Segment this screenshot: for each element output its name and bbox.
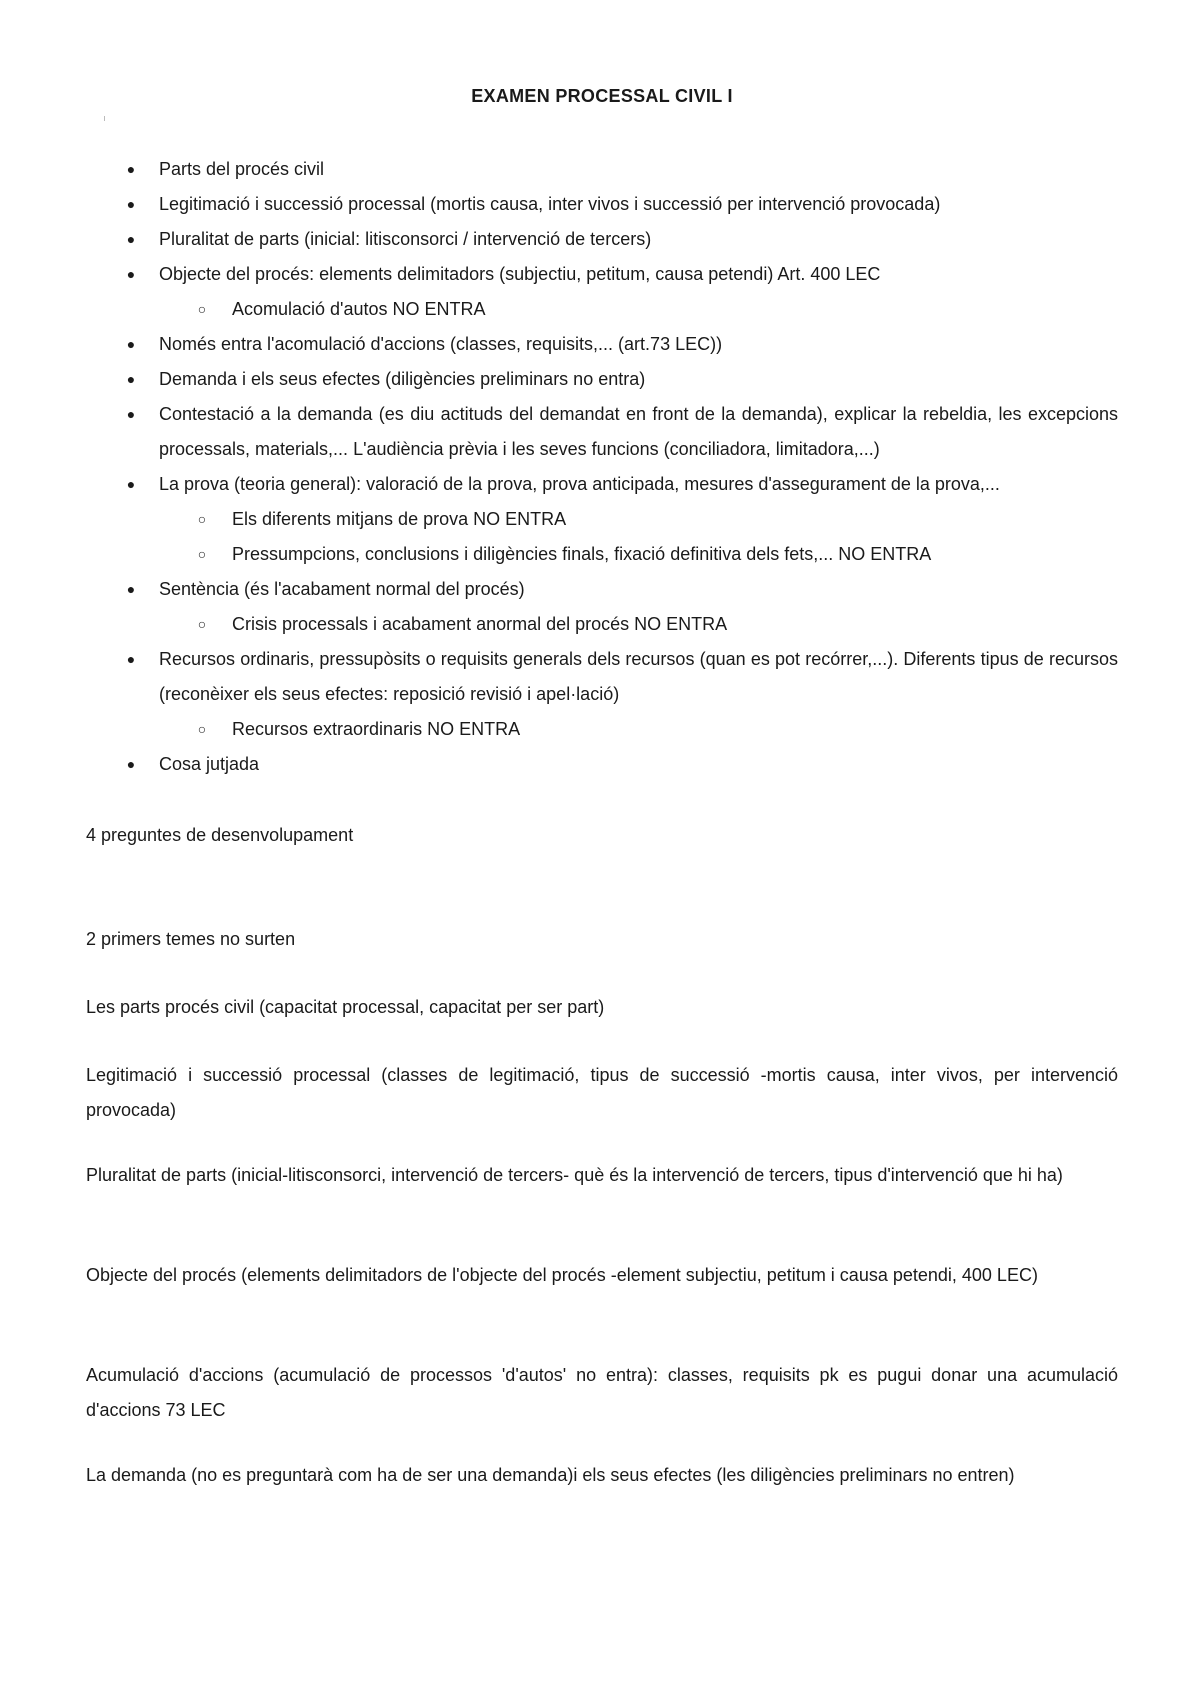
bullet-icon: ● xyxy=(126,336,136,352)
paragraph-object: Objecte del procés (elements delimitadors de l'objecte del procés -element subjectiu, petitum i causa petendi, 400 LEC) xyxy=(86,1265,1038,1285)
topic-item xyxy=(86,222,1118,257)
bullet-icon: ● xyxy=(126,406,136,422)
circle-bullet-icon: ○ xyxy=(197,721,207,737)
subtopic-item xyxy=(159,607,1118,642)
subtopic-list xyxy=(159,712,1118,747)
bullet-icon: ● xyxy=(126,371,136,387)
subtopic-text: Acomulació d'autos NO ENTRA xyxy=(232,299,486,319)
topic-text: La prova (teoria general): valoració de la prova, prova anticipada, mesures d'assegurament de la prova,... xyxy=(159,474,1000,494)
topic-item xyxy=(86,152,1118,187)
topic-item xyxy=(86,467,1118,572)
bullet-icon: ● xyxy=(126,756,136,772)
circle-bullet-icon: ○ xyxy=(197,301,207,317)
bullet-icon: ● xyxy=(126,196,136,212)
topic-text: Contestació a la demanda (es diu actituds del demandat en front de la demanda), explicar la rebeldia, les excepcions processals, materials,... L'audiència prèvia i les seves funcions (conciliadora, limitadora,...) xyxy=(159,404,1118,459)
circle-bullet-icon: ○ xyxy=(197,616,207,632)
topic-text: Parts del procés civil xyxy=(159,159,325,179)
paragraph-first-topics: 2 primers temes no surten xyxy=(86,929,296,949)
topic-text: Objecte del procés: elements delimitadors (subjectiu, petitum, causa petendi) Art. 400 LEC xyxy=(159,264,881,284)
topic-text: Només entra l'acomulació d'accions (classes, requisits,... (art.73 LEC)) xyxy=(159,334,723,354)
subtopic-list xyxy=(159,292,1118,327)
topic-text: Demanda i els seus efectes (diligències preliminars no entra) xyxy=(159,369,646,389)
topic-item xyxy=(86,257,1118,327)
topic-item xyxy=(86,187,1118,222)
topic-item xyxy=(86,362,1118,397)
topic-text: Legitimació i successió processal (mortis causa, inter vivos i successió per intervenció provocada) xyxy=(159,194,941,214)
topic-item xyxy=(86,642,1118,747)
circle-bullet-icon: ○ xyxy=(197,511,207,527)
topic-item xyxy=(86,327,1118,362)
circle-bullet-icon: ○ xyxy=(197,546,207,562)
subtopic-text: Crisis processals i acabament anormal del procés NO ENTRA xyxy=(232,614,728,634)
bullet-icon: ● xyxy=(126,161,136,177)
topic-text: Pluralitat de parts (inicial: litisconsorci / intervenció de tercers) xyxy=(159,229,652,249)
subtopic-text: Pressumpcions, conclusions i diligències finals, fixació definitiva dels fets,... NO ENTRA xyxy=(232,544,932,564)
bullet-icon: ● xyxy=(126,231,136,247)
subtopic-item xyxy=(159,712,1118,747)
subtopic-list xyxy=(159,607,1118,642)
bullet-icon: ● xyxy=(126,581,136,597)
topic-text: Sentència (és l'acabament normal del procés) xyxy=(159,579,525,599)
bullet-icon: ● xyxy=(126,476,136,492)
topic-item xyxy=(86,572,1118,642)
subtopic-text: Recursos extraordinaris NO ENTRA xyxy=(232,719,521,739)
topic-text: Cosa jutjada xyxy=(159,754,260,774)
subtopic-item xyxy=(159,292,1118,327)
paragraph-parts: Les parts procés civil (capacitat processal, capacitat per ser part) xyxy=(86,997,605,1017)
document-title: EXAMEN PROCESSAL CIVIL I xyxy=(471,86,733,106)
paragraph-questions: 4 preguntes de desenvolupament xyxy=(86,825,354,845)
subtopic-list xyxy=(159,502,1118,572)
subtopic-item xyxy=(159,537,1118,572)
topic-text: Recursos ordinaris, pressupòsits o requisits generals dels recursos (quan es pot recórrer,...). Diferents tipus de recursos (reconèixer els seus efectes: reposició revisió i apel·lació) xyxy=(159,649,1118,704)
topic-item xyxy=(86,397,1118,467)
bullet-icon: ● xyxy=(126,266,136,282)
topic-item xyxy=(86,747,1118,782)
paragraph-legitimation: Legitimació i successió processal (classes de legitimació, tipus de successió -mortis causa, inter vivos, per intervenció provocada) xyxy=(86,1065,1118,1120)
subtopic-text: Els diferents mitjans de prova NO ENTRA xyxy=(232,509,567,529)
subtopic-item xyxy=(159,502,1118,537)
bullet-icon: ● xyxy=(126,651,136,667)
topic-list xyxy=(86,152,1118,782)
paragraph-demand: La demanda (no es preguntarà com ha de ser una demanda)i els seus efectes (les diligències preliminars no entren) xyxy=(86,1465,1015,1485)
paragraph-accumulation: Acumulació d'accions (acumulació de processos 'd'autos' no entra): classes, requisits pk es pugui donar una acumulació d'accions 73 LEC xyxy=(86,1365,1118,1420)
margin-mark xyxy=(104,116,105,121)
paragraph-plurality: Pluralitat de parts (inicial-litisconsorci, intervenció de tercers- què és la intervenció de tercers, tipus d'intervenció que hi ha) xyxy=(86,1165,1063,1185)
